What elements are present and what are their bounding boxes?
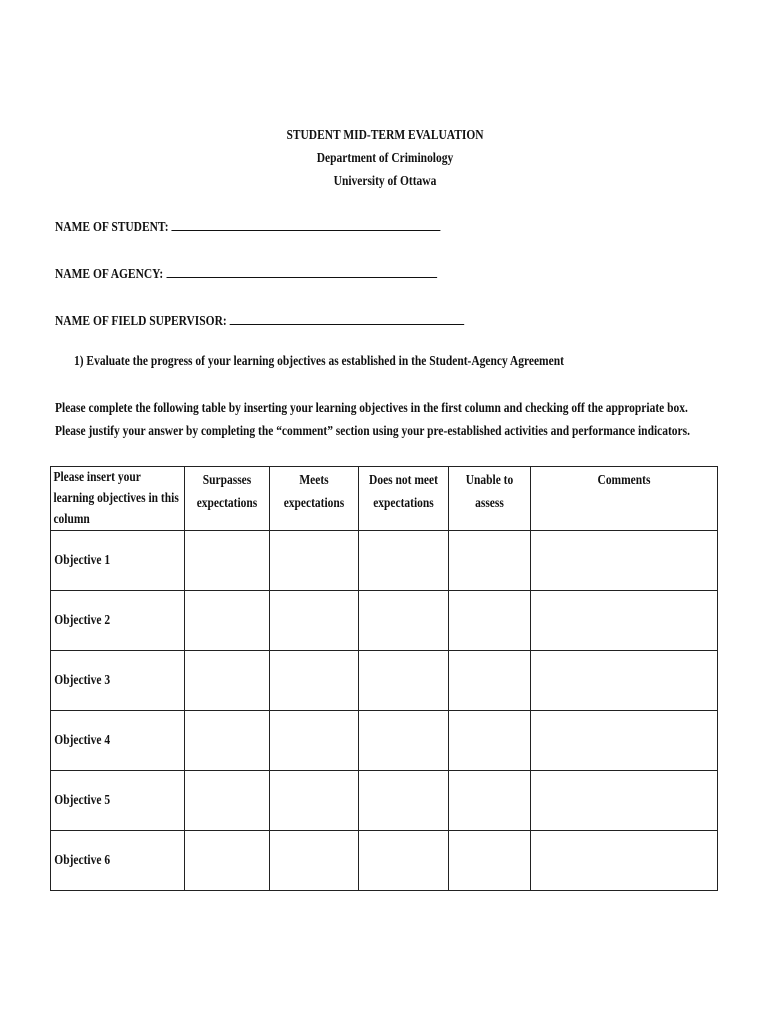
column-header-does-not-meet: Does not meet expectations [359, 467, 449, 531]
does-not-meet-checkbox-cell[interactable] [359, 591, 449, 651]
surpasses-checkbox-cell[interactable] [185, 711, 270, 771]
objective-label: Objective 2 [51, 591, 185, 651]
objective-label: Objective 1 [51, 531, 185, 591]
column-header-meets: Meets expectations [270, 467, 359, 531]
form-header [69, 124, 700, 193]
objective-label: Objective 3 [51, 651, 185, 711]
student-name-line[interactable] [172, 216, 441, 231]
comments-cell[interactable] [531, 591, 718, 651]
form-title: STUDENT MID-TERM EVALUATION [286, 128, 484, 143]
supervisor-name-field [55, 310, 465, 330]
does-not-meet-checkbox-cell[interactable] [359, 531, 449, 591]
objective-label: Objective 5 [51, 771, 185, 831]
meets-checkbox-cell[interactable] [270, 831, 359, 891]
unable-to-assess-checkbox-cell[interactable] [449, 591, 531, 651]
column-header-surpasses: Surpasses expectations [185, 467, 270, 531]
question-1: 1) Evaluate the progress of your learning objectives as established in the Student-Agency Agreement [74, 354, 564, 369]
surpasses-checkbox-cell[interactable] [185, 651, 270, 711]
surpasses-checkbox-cell[interactable] [185, 771, 270, 831]
unable-to-assess-checkbox-cell[interactable] [449, 651, 531, 711]
student-name-label: NAME OF STUDENT: [55, 220, 169, 235]
department-name: Department of Criminology [316, 151, 454, 166]
comments-cell[interactable] [531, 711, 718, 771]
unable-to-assess-checkbox-cell[interactable] [449, 831, 531, 891]
comments-cell[interactable] [531, 651, 718, 711]
instructions-line-1: Please complete the following table by inserting your learning objectives in the first column and checking off the appropriate box. [55, 401, 688, 416]
university-name: University of Ottawa [333, 174, 437, 189]
table-row [51, 651, 718, 711]
objectives-table [50, 466, 718, 891]
table-row [51, 771, 718, 831]
table-row [51, 531, 718, 591]
column-header-comments: Comments [531, 467, 718, 531]
meets-checkbox-cell[interactable] [270, 531, 359, 591]
comments-cell[interactable] [531, 831, 718, 891]
agency-name-line[interactable] [166, 263, 437, 278]
agency-name-field [55, 263, 437, 283]
instructions-line-2: Please justify your answer by completing the “comment” section using your pre-established activities and performance indicators. [55, 424, 690, 439]
does-not-meet-checkbox-cell[interactable] [359, 651, 449, 711]
meets-checkbox-cell[interactable] [270, 711, 359, 771]
supervisor-name-line[interactable] [230, 310, 465, 325]
table-header-row [51, 467, 718, 531]
table-row [51, 711, 718, 771]
does-not-meet-checkbox-cell[interactable] [359, 711, 449, 771]
meets-checkbox-cell[interactable] [270, 591, 359, 651]
surpasses-checkbox-cell[interactable] [185, 831, 270, 891]
unable-to-assess-checkbox-cell[interactable] [449, 771, 531, 831]
does-not-meet-checkbox-cell[interactable] [359, 831, 449, 891]
comments-cell[interactable] [531, 771, 718, 831]
table-row [51, 591, 718, 651]
does-not-meet-checkbox-cell[interactable] [359, 771, 449, 831]
objective-label: Objective 4 [51, 711, 185, 771]
student-name-field [55, 216, 441, 236]
unable-to-assess-checkbox-cell[interactable] [449, 711, 531, 771]
meets-checkbox-cell[interactable] [270, 651, 359, 711]
supervisor-name-label: NAME OF FIELD SUPERVISOR: [55, 314, 227, 329]
table-row [51, 831, 718, 891]
column-header-unable-to-assess: Unable to assess [449, 467, 531, 531]
objective-label: Objective 6 [51, 831, 185, 891]
surpasses-checkbox-cell[interactable] [185, 531, 270, 591]
unable-to-assess-checkbox-cell[interactable] [449, 531, 531, 591]
meets-checkbox-cell[interactable] [270, 771, 359, 831]
agency-name-label: NAME OF AGENCY: [55, 267, 164, 282]
surpasses-checkbox-cell[interactable] [185, 591, 270, 651]
comments-cell[interactable] [531, 531, 718, 591]
column-header-objectives: Please insert your learning objectives in this column [51, 467, 185, 531]
